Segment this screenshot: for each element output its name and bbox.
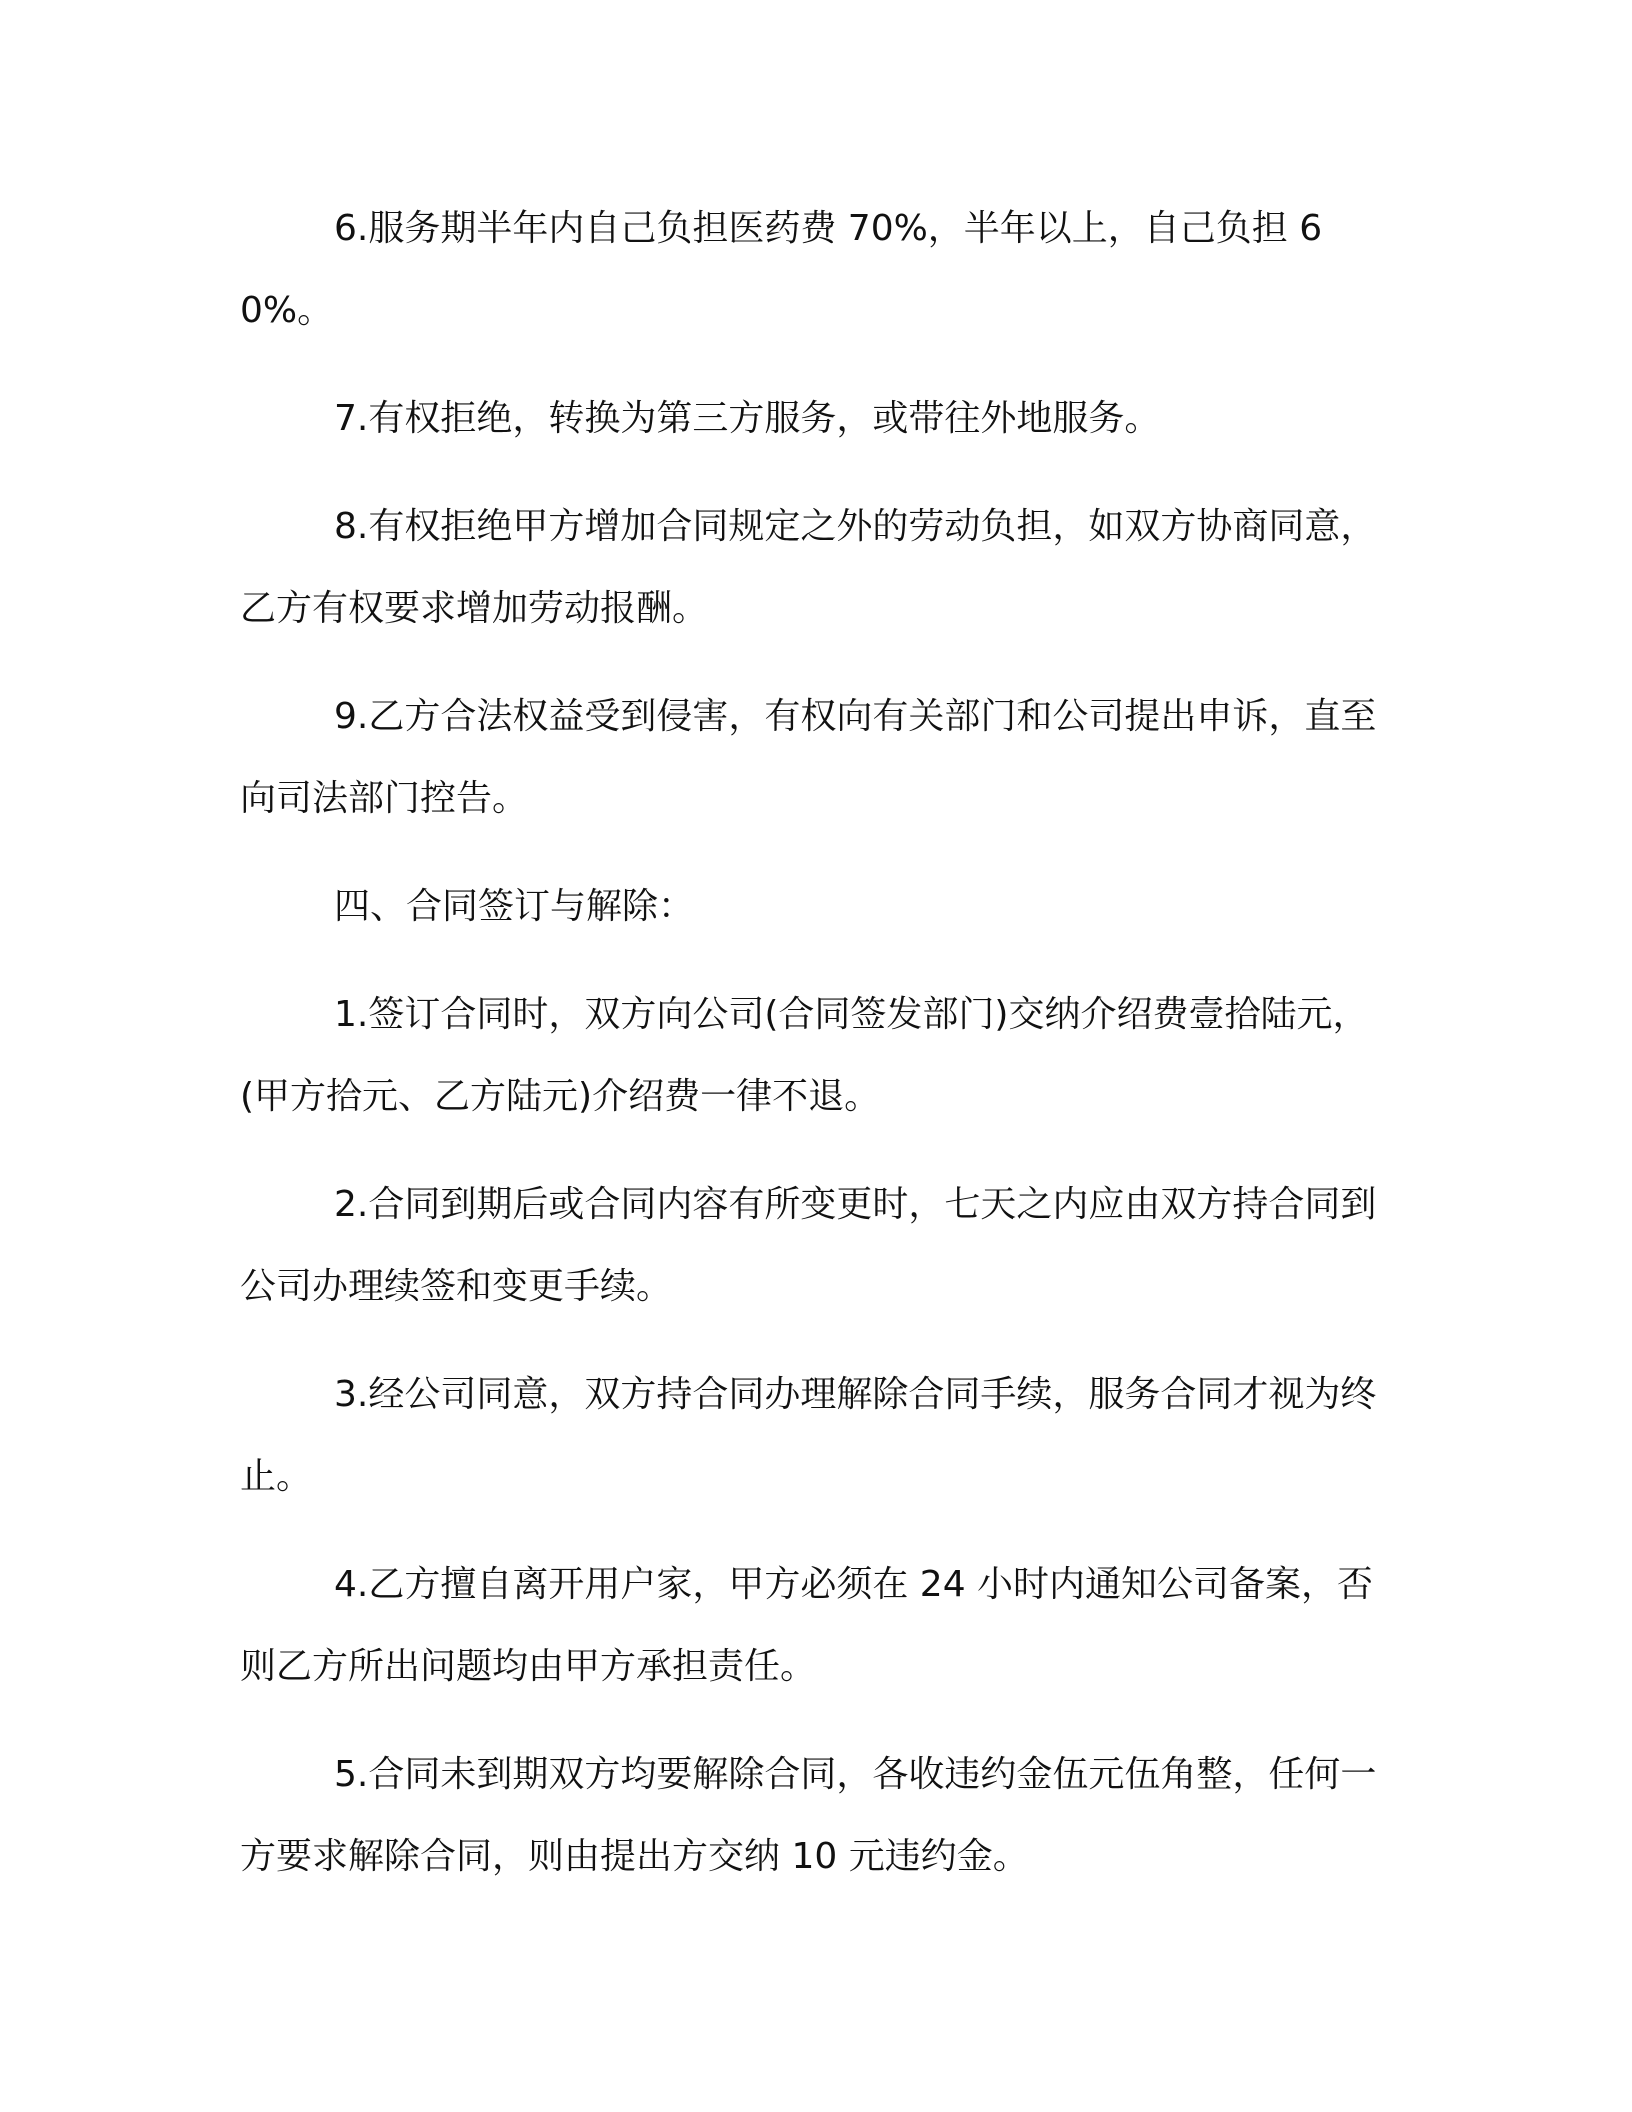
document-body xyxy=(240,188,1400,1924)
paragraph-7: 7.有权拒绝，转换为第三方服务，或带往外地服务。 xyxy=(334,398,1161,439)
paragraph-9: 9.乙方合法权益受到侵害，有权向有关部门和公司提出申诉，直至向司法部门控告。 xyxy=(240,696,1377,819)
section-paragraph-2: 2.合同到期后或合同内容有所变更时，七天之内应由双方持合同到公司办理续签和变更手续。 xyxy=(240,1184,1377,1307)
section-paragraph-3: 3.经公司同意，双方持合同办理解除合同手续，服务合同才视为终止。 xyxy=(240,1374,1377,1497)
section-heading: 四、合同签订与解除： xyxy=(334,886,695,927)
section-paragraph-4: 4.乙方擅自离开用户家，甲方必须在 24 小时内通知公司备案，否则乙方所出问题均由甲方承担责任。 xyxy=(240,1564,1374,1687)
section-paragraph-5: 5.合同未到期双方均要解除合同，各收违约金伍元伍角整，任何一方要求解除合同，则由提出方交纳 10 元违约金。 xyxy=(240,1754,1377,1877)
paragraph-6: 6.服务期半年内自己负担医药费 70%，半年以上，自己负担 60%。 xyxy=(240,208,1323,331)
paragraph-8: 8.有权拒绝甲方增加合同规定之外的劳动负担，如双方协商同意，乙方有权要求增加劳动报酬。 xyxy=(240,506,1377,629)
section-paragraph-1: 1.签订合同时，双方向公司(合同签发部门)交纳介绍费壹拾陆元，(甲方拾元、乙方陆元)介绍费一律不退。 xyxy=(240,994,1369,1117)
